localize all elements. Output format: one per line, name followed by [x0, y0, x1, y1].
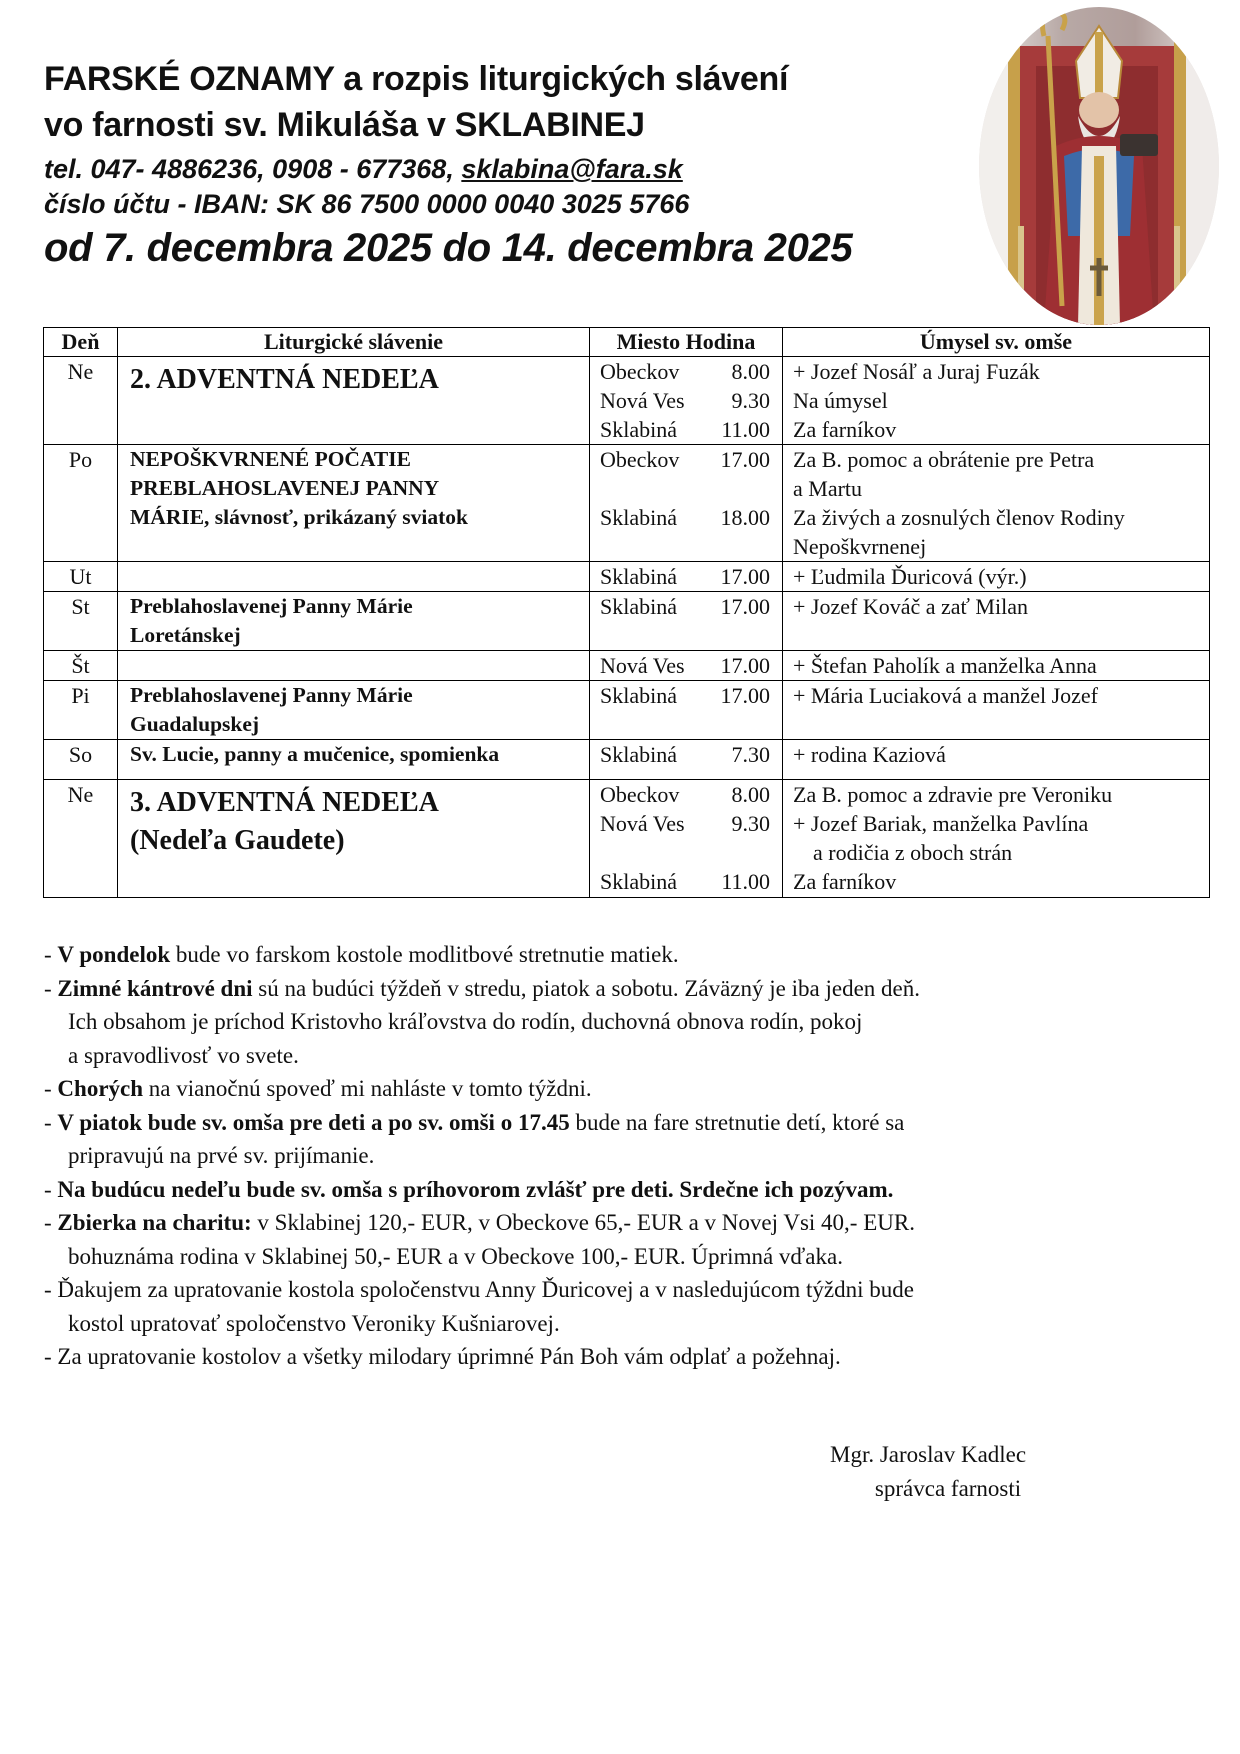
announcement-bold: Na budúcu nedeľu bude sv. omša s príhovorom zvlášť pre deti. Srdečne ich pozývam. — [57, 1176, 894, 1202]
phone-text: tel. 047- 4886236, 0908 - 677368, — [44, 154, 454, 184]
table-row — [44, 592, 1210, 651]
table-row — [44, 562, 1210, 592]
title-line-2: vo farnosti sv. Mikuláša v SKLABINEJ — [44, 106, 645, 144]
day-cell: St — [44, 592, 118, 651]
announcement-item: - Zimné kántrové dni sú na budúci týždeň v stredu, piatok a sobotu. Záväzný je iba jeden deň. Ich obsahom je príchod Kristovho kráľovstva do rodín, duchovná obnova rodín, pokoj a spravodlivosť vo svete. — [44, 972, 1214, 1073]
day-cell: Po — [44, 445, 118, 562]
mass-place: Obeckov — [600, 359, 680, 384]
day-cell: Ut — [44, 562, 118, 592]
intention-line: + Jozef Kováč a zať Milan — [793, 594, 1028, 619]
place-time-cell — [590, 562, 783, 592]
liturgy-cell — [118, 740, 590, 780]
announcements — [44, 938, 1214, 1374]
place-time-cell — [590, 740, 783, 780]
place-time-cell — [590, 445, 783, 562]
announcement-text: Ďakujem za upratovanie kostola spoločenstvu Anny Ďuricovej a v nasledujúcom týždni bude — [57, 1277, 914, 1302]
table-row — [44, 740, 1210, 780]
liturgy-line: PREBLAHOSLAVENEJ PANNY — [130, 476, 440, 500]
table-row — [44, 357, 1210, 445]
announcement-continuation: bohuznáma rodina v Sklabinej 50,- EUR a v Obeckove 100,- EUR. Úprimná vďaka. — [68, 1243, 843, 1269]
intention-line: Za farníkov — [793, 869, 897, 894]
email-link[interactable]: sklabina@fara.sk — [461, 154, 683, 184]
intention-line: + Štefan Paholík a manželka Anna — [793, 653, 1097, 678]
liturgy-cell — [118, 681, 590, 740]
intention-line: + rodina Kaziová — [793, 742, 946, 767]
mass-place: Sklabiná — [600, 742, 677, 767]
intention-cell — [783, 651, 1210, 681]
liturgy-cell — [118, 357, 590, 445]
mass-place: Sklabiná — [600, 869, 677, 894]
intention-line: + Jozef Nosáľ a Juraj Fuzák — [793, 359, 1040, 384]
liturgy-cell — [118, 592, 590, 651]
liturgy-line: (Nedeľa Gaudete) — [130, 825, 345, 856]
mass-place: Nová Ves — [600, 653, 685, 678]
title-line-1: FARSKÉ OZNAMY a rozpis liturgických slávení — [44, 60, 789, 98]
intention-line: + Mária Luciaková a manžel Jozef — [793, 683, 1098, 708]
intention-cell — [783, 592, 1210, 651]
mass-place: Sklabiná — [600, 683, 677, 708]
mass-time: 8.00 — [731, 359, 770, 384]
header-liturgy: Liturgické slávenie — [118, 328, 590, 357]
day-cell: Ne — [44, 780, 118, 898]
liturgy-line: Preblahoslavenej Panny Márie — [130, 683, 413, 707]
announcement-bold: Chorých — [57, 1076, 144, 1101]
announcement-text: na vianočnú spoveď mi nahláste v tomto týždni. — [143, 1076, 592, 1101]
intention-line: Za B. pomoc a zdravie pre Veroniku — [793, 782, 1113, 807]
liturgy-cell — [118, 562, 590, 592]
mass-time: 17.00 — [720, 594, 770, 619]
announcement-text: bude na fare stretnutie detí, ktoré sa — [569, 1109, 905, 1135]
announcement-item: - V piatok bude sv. omša pre deti a po sv. omši o 17.45 bude na fare stretnutie detí, ktoré sa pripravujú na prvé sv. prijímanie. — [44, 1106, 1214, 1173]
place-time-cell — [590, 780, 783, 898]
day-cell: Pi — [44, 681, 118, 740]
mass-time: 18.00 — [720, 505, 770, 530]
announcement-bold: V piatok bude sv. omša pre deti a po sv. omši o 17.45 — [57, 1109, 570, 1135]
intention-line: Nepoškvrnenej — [793, 534, 927, 559]
saint-nicholas-photo — [978, 6, 1220, 326]
announcement-text: bude vo farskom kostole modlitbové stretnutie matiek. — [170, 942, 679, 967]
mass-place: Sklabiná — [600, 417, 677, 442]
signature-role: správca farnosti — [874, 1476, 1022, 1501]
liturgy-line: 3. ADVENTNÁ NEDEĽA — [130, 787, 439, 818]
contact-line — [44, 152, 974, 187]
announcement-continuation: pripravujú na prvé sv. prijímanie. — [68, 1143, 375, 1168]
intention-line: + Ľudmila Ďuricová (výr.) — [793, 564, 1027, 589]
mass-time: 8.00 — [731, 782, 770, 807]
mass-time: 17.00 — [720, 564, 770, 589]
announcement-item: - Ďakujem za upratovanie kostola spoločenstvu Anny Ďuricovej a v nasledujúcom týždni bude kostol upratovať spoločenstvo Veroniky Kušniarovej. — [44, 1273, 1214, 1340]
header-day: Deň — [44, 328, 118, 357]
intention-line: + Jozef Bariak, manželka Pavlína — [793, 811, 1089, 836]
announcement-text: v Sklabinej 120,- EUR, v Obeckove 65,- EUR a v Novej Vsi 40,- EUR. — [251, 1210, 915, 1235]
table-row — [44, 651, 1210, 681]
signature-block — [830, 1438, 1026, 1506]
mass-time: 11.00 — [721, 869, 770, 894]
intention-line: a rodičia z oboch strán — [813, 840, 1013, 865]
day-cell: Ne — [44, 357, 118, 445]
header — [44, 56, 974, 274]
place-time-cell — [590, 681, 783, 740]
mass-place: Obeckov — [600, 447, 680, 472]
intention-line: Za farníkov — [793, 417, 897, 442]
place-time-cell — [590, 592, 783, 651]
intention-cell — [783, 740, 1210, 780]
liturgy-cell — [118, 780, 590, 898]
day-cell: Št — [44, 651, 118, 681]
intention-cell — [783, 562, 1210, 592]
mass-time: 17.00 — [720, 683, 770, 708]
announcement-text: sú na budúci týždeň v stredu, piatok a sobotu. Záväzný je iba jeden deň. — [252, 975, 920, 1001]
announcement-bold: V pondelok — [57, 942, 171, 967]
liturgy-line: Guadalupskej — [130, 712, 260, 736]
table-row — [44, 681, 1210, 740]
table-row — [44, 780, 1210, 898]
header-intention: Úmysel sv. omše — [783, 328, 1210, 357]
announcement-continuation: kostol upratovať spoločenstvo Veroniky Kušniarovej. — [68, 1310, 560, 1336]
mass-time: 11.00 — [721, 417, 770, 442]
announcement-item: - Za upratovanie kostolov a všetky milodary úprimné Pán Boh vám odplať a požehnaj. — [44, 1344, 841, 1369]
mass-place: Nová Ves — [600, 388, 685, 413]
mass-place: Sklabiná — [600, 594, 677, 619]
liturgy-line: 2. ADVENTNÁ NEDEĽA — [130, 364, 439, 395]
schedule-table — [43, 327, 1210, 898]
mass-time: 7.30 — [731, 742, 770, 767]
intention-line: Za B. pomoc a obrátenie pre Petra — [793, 447, 1095, 472]
intention-cell — [783, 445, 1210, 562]
liturgy-line: NEPOŠKVRNENÉ POČATIE — [130, 447, 411, 471]
announcement-continuation: a spravodlivosť vo svete. — [68, 1042, 299, 1068]
mass-place: Sklabiná — [600, 564, 677, 589]
announcement-bold: Zbierka na charitu: — [57, 1210, 252, 1235]
mass-time: 9.30 — [731, 388, 770, 413]
announcement-item: - Chorých na vianočnú spoveď mi nahláste v tomto týždni. — [44, 1076, 592, 1101]
intention-cell — [783, 780, 1210, 898]
liturgy-cell — [118, 651, 590, 681]
announcement-bold: Zimné kántrové dni — [57, 975, 253, 1001]
place-time-cell — [590, 357, 783, 445]
mass-time: 17.00 — [720, 653, 770, 678]
mass-place: Nová Ves — [600, 811, 685, 836]
intention-line: a Martu — [793, 476, 863, 501]
header-place-time: Miesto Hodina — [590, 328, 783, 357]
liturgy-line: MÁRIE, slávnosť, prikázaný sviatok — [130, 505, 468, 529]
table-header-row — [44, 328, 1210, 357]
announcement-text: Za upratovanie kostolov a všetky milodary úprimné Pán Boh vám odplať a požehnaj. — [57, 1344, 841, 1369]
intention-cell — [783, 681, 1210, 740]
liturgy-line: Loretánskej — [130, 623, 241, 647]
intention-line: Za živých a zosnulých členov Rodiny — [793, 505, 1125, 530]
signature-name: Mgr. Jaroslav Kadlec — [830, 1442, 1027, 1467]
announcement-item: - V pondelok bude vo farskom kostole modlitbové stretnutie matiek. — [44, 942, 679, 967]
date-range: od 7. decembra 2025 do 14. decembra 2025 — [44, 226, 853, 270]
intention-cell — [783, 357, 1210, 445]
mass-place: Sklabiná — [600, 505, 677, 530]
mass-time: 9.30 — [731, 811, 770, 836]
announcement-item: - Na budúcu nedeľu bude sv. omša s príhovorom zvlášť pre deti. Srdečne ich pozývam. — [44, 1176, 894, 1202]
mass-time: 17.00 — [720, 447, 770, 472]
intention-line: Na úmysel — [793, 388, 888, 413]
mass-place: Obeckov — [600, 782, 680, 807]
day-cell: So — [44, 740, 118, 780]
account-line: číslo účtu - IBAN: SK 86 7500 0000 0040 3025 5766 — [44, 189, 690, 219]
liturgy-cell — [118, 445, 590, 562]
liturgy-line: Preblahoslavenej Panny Márie — [130, 594, 413, 618]
liturgy-line: Sv. Lucie, panny a mučenice, spomienka — [130, 742, 500, 766]
table-row — [44, 445, 1210, 562]
announcement-item: - Zbierka na charitu: v Sklabinej 120,- EUR, v Obeckove 65,- EUR a v Novej Vsi 40,- EUR. bohuznáma rodina v Sklabinej 50,- EUR a v Obeckove 100,- EUR. Úprimná vďaka. — [44, 1206, 1214, 1273]
place-time-cell — [590, 651, 783, 681]
announcement-continuation: Ich obsahom je príchod Kristovho kráľovstva do rodín, duchovná obnova rodín, pokoj — [68, 1009, 863, 1034]
